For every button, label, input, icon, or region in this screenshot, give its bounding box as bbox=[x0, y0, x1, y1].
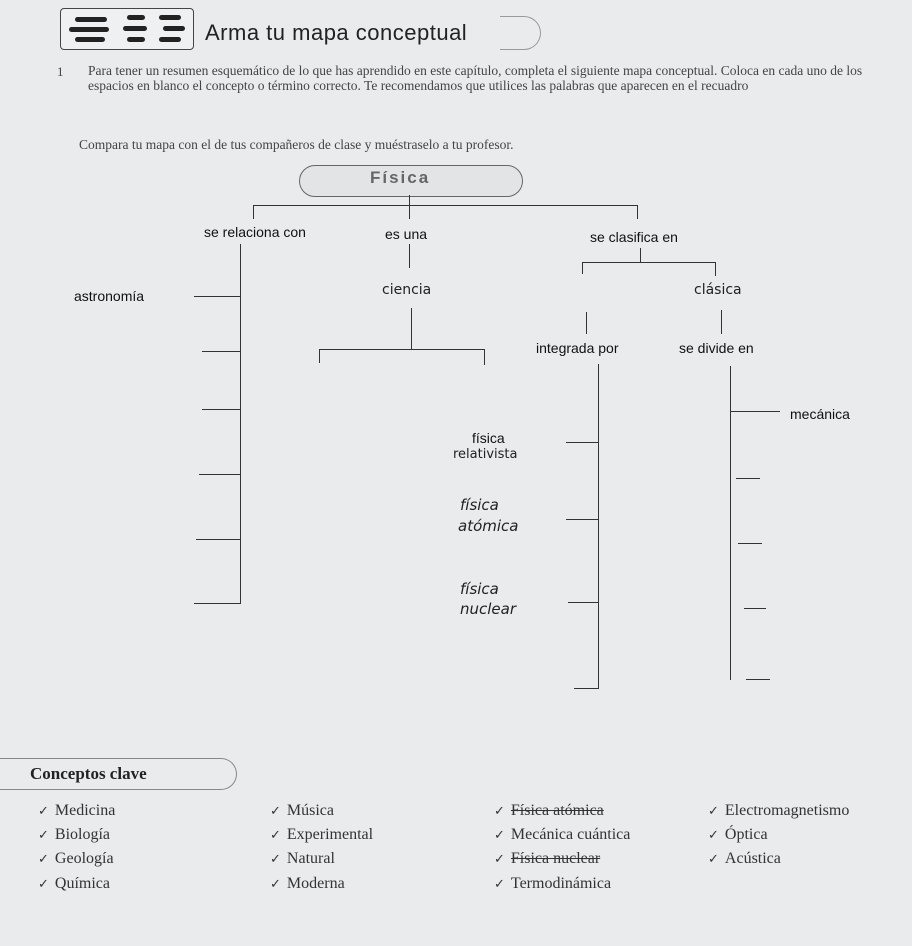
check-icon: ✓ bbox=[38, 851, 49, 866]
key-concepts-title: Conceptos clave bbox=[30, 764, 147, 783]
chapter-icon bbox=[60, 8, 194, 50]
blank-line bbox=[730, 411, 780, 412]
check-icon: ✓ bbox=[38, 803, 49, 818]
key-concept-item: ✓ Experimental bbox=[270, 826, 374, 843]
blank-line bbox=[744, 608, 766, 609]
blank-line bbox=[199, 474, 240, 475]
key-concept-item: ✓ Moderna bbox=[270, 875, 345, 892]
connector bbox=[409, 205, 410, 219]
icon-bar bbox=[159, 15, 181, 20]
icon-bar bbox=[127, 15, 145, 20]
key-concept-item: ✓ Física nuclear bbox=[494, 850, 601, 867]
connector bbox=[240, 244, 241, 604]
check-icon: ✓ bbox=[494, 851, 505, 866]
key-concept-item: ✓ Óptica bbox=[708, 826, 768, 843]
key-concept-item: ✓ Natural bbox=[270, 850, 335, 867]
key-concept-item: ✓ Física atómica bbox=[494, 802, 604, 819]
link-integrated: integrada por bbox=[536, 340, 619, 356]
hw-nuclear-line2: nuclear bbox=[460, 600, 517, 618]
connector bbox=[721, 310, 722, 334]
blank-line bbox=[746, 679, 770, 680]
link-classified: se clasifica en bbox=[590, 229, 678, 245]
root-node-label: Física bbox=[370, 168, 431, 187]
blank-line bbox=[736, 478, 760, 479]
hw-relativist-line1: física bbox=[472, 430, 505, 446]
check-icon: ✓ bbox=[708, 803, 719, 818]
instruction-compare: Compara tu mapa con el de tus compañeros de clase y muéstraselo a tu profesor. bbox=[79, 137, 514, 152]
connector bbox=[637, 205, 638, 219]
hw-atomic-line1: física bbox=[460, 496, 499, 514]
blank-line bbox=[202, 351, 240, 352]
icon-bar bbox=[69, 27, 109, 32]
connector bbox=[640, 248, 641, 262]
connector bbox=[730, 366, 731, 680]
connector bbox=[319, 349, 484, 350]
connector bbox=[715, 262, 716, 276]
hw-atomic-line2: atómica bbox=[458, 517, 519, 535]
connector bbox=[409, 195, 410, 205]
connector bbox=[409, 244, 410, 268]
hw-nuclear-line1: física bbox=[460, 580, 499, 598]
check-icon: ✓ bbox=[494, 803, 505, 818]
check-icon: ✓ bbox=[708, 827, 719, 842]
key-concept-item: ✓ Química bbox=[38, 875, 110, 892]
check-icon: ✓ bbox=[270, 803, 281, 818]
node-classic: clásica bbox=[694, 282, 742, 298]
link-is-a: es una bbox=[385, 226, 428, 242]
icon-bar bbox=[159, 37, 181, 42]
key-concept-item: ✓ Biología bbox=[38, 826, 111, 843]
check-icon: ✓ bbox=[38, 876, 49, 891]
icon-bar bbox=[123, 26, 147, 31]
blank-line bbox=[194, 603, 240, 604]
icon-bar bbox=[163, 26, 185, 31]
check-icon: ✓ bbox=[270, 827, 281, 842]
connector bbox=[484, 349, 485, 365]
icon-bar bbox=[75, 37, 105, 42]
check-icon: ✓ bbox=[708, 851, 719, 866]
node-astronomy: astronomía bbox=[74, 288, 145, 304]
node-mechanics: mecánica bbox=[790, 406, 850, 422]
check-icon: ✓ bbox=[270, 876, 281, 891]
check-icon: ✓ bbox=[494, 827, 505, 842]
connector bbox=[253, 205, 638, 206]
instruction-paragraph: Para tener un resumen esquemático de lo que has aprendido en este capítulo, completa el siguiente mapa conceptual. Coloca en cada uno de los espacios en blanco el concepto o término correcto. Te recomendamos que utilices las palabras que aparecen en el recuadro bbox=[88, 63, 863, 93]
check-icon: ✓ bbox=[494, 876, 505, 891]
instruction-number: 1 bbox=[57, 64, 64, 79]
key-concept-item: ✓ Electromagnetismo bbox=[708, 802, 850, 819]
hw-relativist-line2: relativista bbox=[453, 447, 518, 462]
key-concept-item: ✓ Medicina bbox=[38, 802, 116, 819]
blank-line bbox=[738, 543, 762, 544]
connector bbox=[319, 349, 320, 363]
check-icon: ✓ bbox=[270, 851, 281, 866]
blank-line bbox=[574, 688, 598, 689]
blank-line bbox=[566, 519, 598, 520]
key-concept-item: ✓ Música bbox=[270, 802, 335, 819]
link-divides: se divide en bbox=[679, 340, 754, 356]
connector bbox=[411, 308, 412, 350]
connector bbox=[598, 364, 599, 689]
icon-bar bbox=[75, 17, 107, 22]
connector bbox=[586, 312, 587, 334]
key-concept-item: ✓ Acústica bbox=[708, 850, 781, 867]
node-science: ciencia bbox=[382, 282, 432, 298]
link-relates: se relaciona con bbox=[204, 224, 306, 240]
connector bbox=[253, 205, 254, 219]
blank-line bbox=[194, 296, 240, 297]
connector bbox=[582, 262, 715, 263]
blank-line bbox=[202, 409, 240, 410]
blank-line bbox=[568, 602, 598, 603]
key-concept-item: ✓ Geología bbox=[38, 850, 114, 867]
page-title: Arma tu mapa conceptual bbox=[205, 20, 468, 45]
key-concept-item: ✓ Mecánica cuántica bbox=[494, 826, 631, 843]
blank-line bbox=[196, 539, 240, 540]
title-pill-decoration bbox=[500, 16, 541, 50]
check-icon: ✓ bbox=[38, 827, 49, 842]
blank-line bbox=[566, 442, 598, 443]
icon-bar bbox=[127, 37, 145, 42]
key-concept-item: ✓ Termodinámica bbox=[494, 875, 612, 892]
connector bbox=[582, 262, 583, 274]
